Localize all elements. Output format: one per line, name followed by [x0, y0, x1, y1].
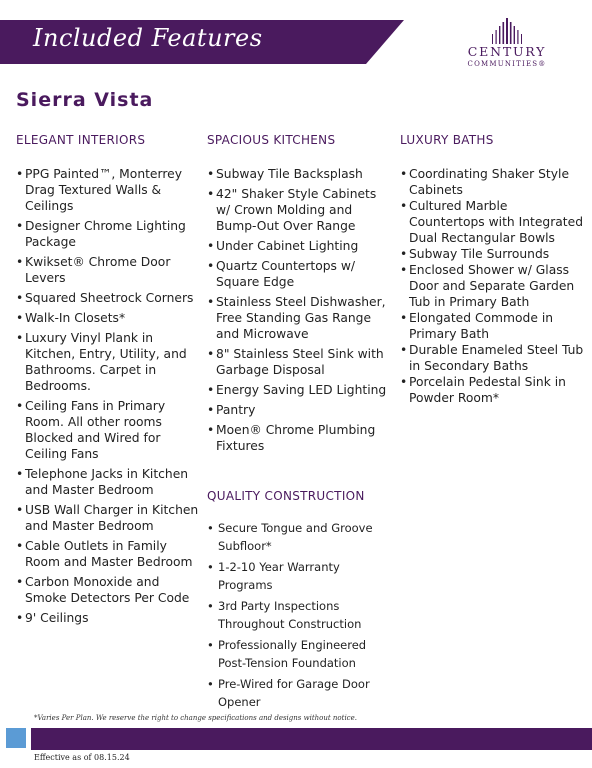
section-heading: QUALITY CONSTRUCTION — [207, 489, 365, 503]
disclaimer-footnote: *Varies Per Plan. We reserve the right to change specifications and designs without notice. — [34, 714, 357, 722]
feature-item: • 9' Ceilings — [16, 610, 200, 626]
section-spacious-kitchens — [207, 133, 391, 458]
feature-item: • Secure Tongue and Groove Subfloor* — [207, 519, 397, 555]
feature-item: • Kwikset® Chrome Door Levers — [16, 254, 200, 286]
feature-item: • 8" Stainless Steel Sink with Garbage Disposal — [207, 346, 391, 378]
feature-list — [400, 166, 586, 406]
feature-item: • Professionally Engineered Post-Tension Foundation — [207, 636, 397, 672]
feature-item: • Under Cabinet Lighting — [207, 238, 391, 254]
logo-building-icon — [490, 18, 524, 44]
section-luxury-baths — [400, 133, 586, 406]
feature-item: • USB Wall Charger in Kitchen and Master Bedroom — [16, 502, 200, 534]
feature-item: • PPG Painted™, Monterrey Drag Textured Walls & Ceilings — [16, 166, 200, 214]
feature-item: • 1-2-10 Year Warranty Programs — [207, 558, 397, 594]
feature-item: • Luxury Vinyl Plank in Kitchen, Entry, Utility, and Bathrooms. Carpet in Bedrooms. — [16, 330, 200, 394]
section-heading: SPACIOUS KITCHENS — [207, 133, 336, 147]
accent-square — [6, 728, 26, 748]
logo-wordmark: CENTURY — [467, 44, 547, 59]
community-name: Sierra Vista — [16, 89, 154, 111]
banner-title: Included Features — [33, 24, 263, 52]
feature-item: • Coordinating Shaker Style Cabinets — [400, 166, 586, 198]
feature-list — [16, 166, 200, 626]
feature-list — [207, 166, 391, 454]
section-quality-construction — [207, 489, 397, 714]
feature-item: • Durable Enameled Steel Tub in Secondary Baths — [400, 342, 586, 374]
effective-date: Effective as of 08.15.24 — [34, 753, 130, 762]
century-communities-logo — [452, 18, 562, 76]
feature-item: • Subway Tile Surrounds — [400, 246, 586, 262]
feature-item: • Designer Chrome Lighting Package — [16, 218, 200, 250]
feature-item: • Pre-Wired for Garage Door Opener — [207, 675, 397, 711]
feature-item: • Ceiling Fans in Primary Room. All other rooms Blocked and Wired for Ceiling Fans — [16, 398, 200, 462]
feature-item: • Cultured Marble Countertops with Integrated Dual Rectangular Bowls — [400, 198, 586, 246]
feature-item: • Stainless Steel Dishwasher, Free Standing Gas Range and Microwave — [207, 294, 391, 342]
feature-item: • Telephone Jacks in Kitchen and Master Bedroom — [16, 466, 200, 498]
feature-item: • 3rd Party Inspections Throughout Construction — [207, 597, 397, 633]
feature-item: • Squared Sheetrock Corners — [16, 290, 200, 306]
section-elegant-interiors — [16, 133, 200, 630]
section-heading: ELEGANT INTERIORS — [16, 133, 146, 147]
feature-list — [207, 519, 397, 711]
feature-item: • Porcelain Pedestal Sink in Powder Room* — [400, 374, 586, 406]
section-heading: LUXURY BATHS — [400, 133, 494, 147]
feature-item: • Moen® Chrome Plumbing Fixtures — [207, 422, 391, 454]
logo-subtitle: COMMUNITIES® — [467, 60, 547, 68]
feature-item: • Cable Outlets in Family Room and Master Bedroom — [16, 538, 200, 570]
feature-item: • Enclosed Shower w/ Glass Door and Separate Garden Tub in Primary Bath — [400, 262, 586, 310]
feature-item: • Energy Saving LED Lighting — [207, 382, 391, 398]
feature-item: • Subway Tile Backsplash — [207, 166, 391, 182]
feature-item: • Carbon Monoxide and Smoke Detectors Per Code — [16, 574, 200, 606]
footer-bar — [31, 728, 592, 750]
feature-item: • 42" Shaker Style Cabinets w/ Crown Molding and Bump-Out Over Range — [207, 186, 391, 234]
feature-item: • Walk-In Closets* — [16, 310, 200, 326]
feature-item: • Pantry — [207, 402, 391, 418]
feature-item: • Elongated Commode in Primary Bath — [400, 310, 586, 342]
feature-item: • Quartz Countertops w/ Square Edge — [207, 258, 391, 290]
